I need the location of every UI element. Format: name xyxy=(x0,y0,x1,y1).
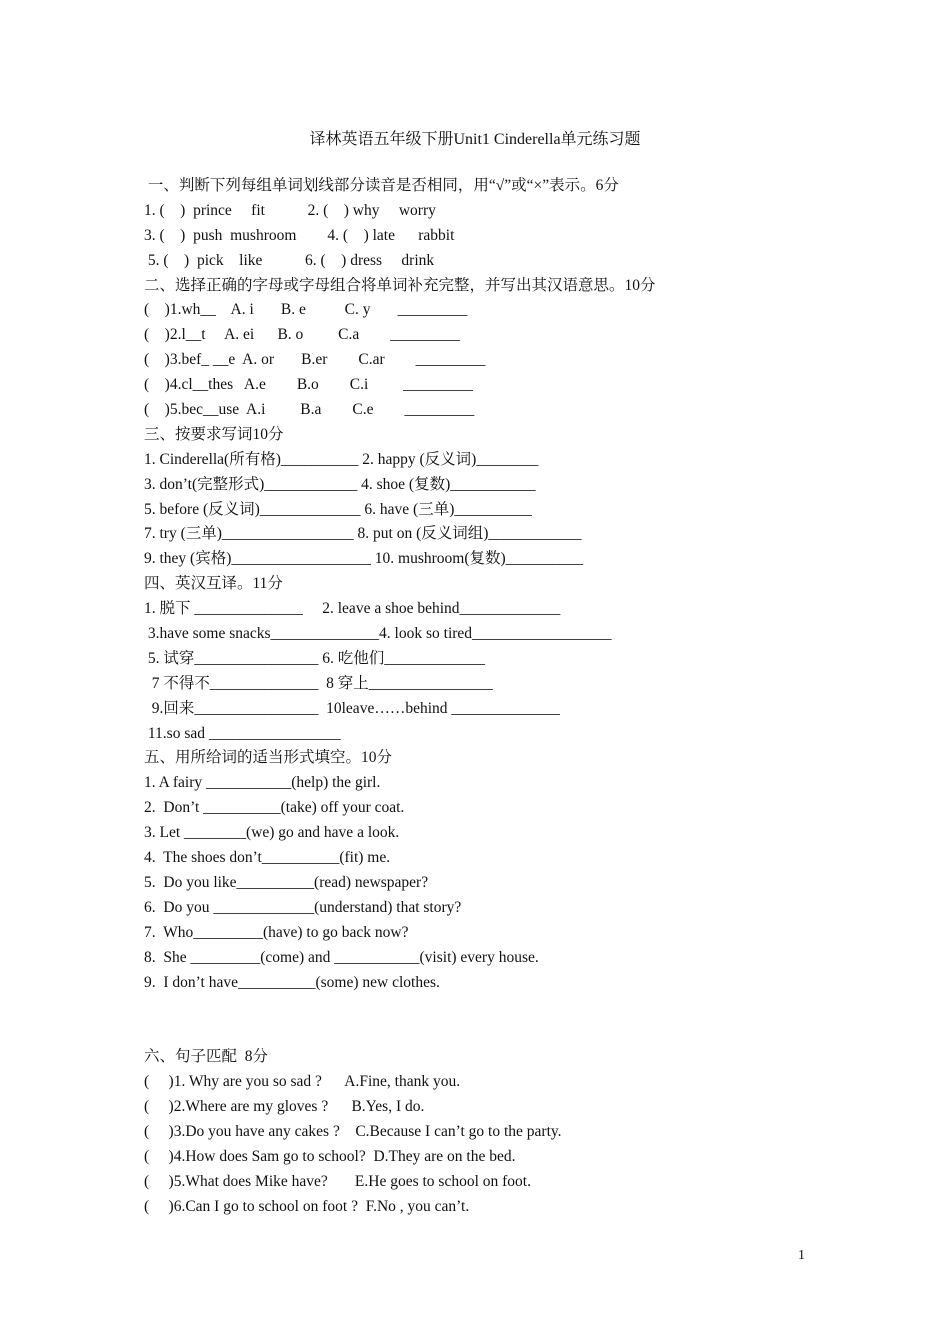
question-line: 9. they (宾格)__________________ 10. mushroom(复数)__________ xyxy=(144,550,584,568)
section-heading: 五、用所给词的适当形式填空。10分 xyxy=(144,749,393,767)
question-line: ( )2.l__t A. ei B. o C.a _________ xyxy=(144,326,461,344)
question-line: 5. ( ) pick like 6. ( ) dress drink xyxy=(144,251,435,269)
question-line: 1. Cinderella(所有格)__________ 2. happy (反义词)________ xyxy=(144,450,539,468)
section-6 xyxy=(144,1045,824,1219)
question-line: ( )5.What does Mike have? E.He goes to school on foot. xyxy=(144,1172,531,1190)
question-line: 3. ( ) push mushroom 4. ( ) late rabbit xyxy=(144,226,455,244)
question-line: 7. try (三单)_________________ 8. put on (反义词组)____________ xyxy=(144,525,582,543)
spacer xyxy=(144,995,824,1045)
section-2 xyxy=(144,274,824,423)
question-line: 3. don’t(完整形式)____________ 4. shoe (复数)___________ xyxy=(144,475,536,493)
section-4 xyxy=(144,572,824,746)
question-line: 1. 脱下 ______________ 2. leave a shoe behind_____________ xyxy=(144,600,561,618)
question-line: 9. I don’t have__________(some) new clothes. xyxy=(144,973,440,991)
exercise-content xyxy=(144,174,824,1219)
section-3 xyxy=(144,423,824,572)
question-line: ( )4.How does Sam go to school? D.They are on the bed. xyxy=(144,1147,516,1165)
question-line: 1. A fairy ___________(help) the girl. xyxy=(144,774,381,792)
question-line: ( )4.cl__thes A.e B.o C.i _________ xyxy=(144,376,473,394)
question-line: 5. Do you like__________(read) newspaper? xyxy=(144,873,429,891)
question-line: ( )3.Do you have any cakes ? C.Because I can’t go to the party. xyxy=(144,1122,562,1140)
question-line: 2. Don’t __________(take) off your coat. xyxy=(144,799,405,817)
section-heading: 二、选择正确的字母或字母组合将单词补充完整，并写出其汉语意思。10分 xyxy=(144,276,656,294)
section-heading: 六、句子匹配 8分 xyxy=(144,1048,269,1066)
question-line: 1. ( ) prince fit 2. ( ) why worry xyxy=(144,201,436,219)
section-1 xyxy=(144,174,824,274)
question-line: 7. Who_________(have) to go back now? xyxy=(144,923,409,941)
section-heading: 三、按要求写词10分 xyxy=(144,425,284,443)
question-line: 5. before (反义词)_____________ 6. have (三单)__________ xyxy=(144,500,532,518)
section-5 xyxy=(144,746,824,995)
question-line: ( )1.wh__ A. i B. e C. y _________ xyxy=(144,301,468,319)
page-number: 1 xyxy=(798,1248,805,1263)
question-line: 7 不得不______________ 8 穿上________________ xyxy=(144,674,493,692)
question-line: 6. Do you _____________(understand) that story? xyxy=(144,898,462,916)
question-line: 9.回来________________ 10leave……behind ______________ xyxy=(144,699,560,717)
question-line: 4. The shoes don’t__________(fit) me. xyxy=(144,849,391,867)
section-heading: 四、英汉互译。11分 xyxy=(144,575,283,593)
question-line: ( )5.bec__use A.i B.a C.e _________ xyxy=(144,401,475,419)
document-title: 译林英语五年级下册Unit1 Cinderella单元练习题 xyxy=(309,131,641,148)
question-line: 8. She _________(come) and ___________(visit) every house. xyxy=(144,948,539,966)
question-line: 3.have some snacks______________4. look so tired__________________ xyxy=(144,625,612,643)
question-line: 11.so sad _________________ xyxy=(144,724,341,742)
question-line: ( )2.Where are my gloves ? B.Yes, I do. xyxy=(144,1097,425,1115)
question-line: 3. Let ________(we) go and have a look. xyxy=(144,824,400,842)
question-line: ( )3.bef_ __e A. or B.er C.ar _________ xyxy=(144,351,486,369)
question-line: 5. 试穿________________ 6. 吃他们_____________ xyxy=(144,649,486,667)
question-line: ( )1. Why are you so sad ? A.Fine, thank you. xyxy=(144,1073,461,1091)
section-heading: 一、判断下列每组单词划线部分读音是否相同，用“√”或“×”表示。6分 xyxy=(144,177,619,194)
question-line: ( )6.Can I go to school on foot ? F.No , you can’t. xyxy=(144,1197,470,1215)
